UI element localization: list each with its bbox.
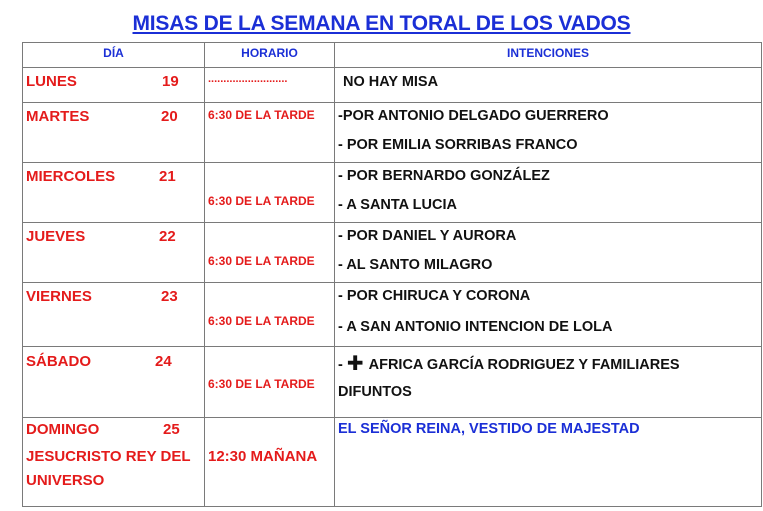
day-number: 25 (163, 421, 180, 438)
day-name: JUEVES (26, 228, 86, 245)
time-value: 12:30 MAÑANA (208, 448, 318, 465)
intention-line: - POR CHIRUCA Y CORONA (338, 288, 531, 304)
day-cell (23, 68, 205, 103)
day-cell (23, 223, 205, 283)
feast-name-line: JESUCRISTO REY DEL (26, 448, 191, 465)
day-cell (23, 103, 205, 163)
day-number: 21 (159, 168, 176, 185)
day-number: 22 (159, 228, 176, 245)
day-name: DOMINGO (26, 421, 100, 438)
time-cell (205, 283, 335, 347)
time-cell (205, 68, 335, 103)
table-row (23, 418, 762, 507)
intention-line: DIFUNTOS (338, 384, 412, 400)
cross-icon: ✚ (346, 353, 364, 375)
intentions-cell (335, 418, 762, 507)
day-number: 19 (162, 73, 179, 90)
day-name: SÁBADO (26, 353, 92, 370)
time-value: 6:30 DE LA TARDE (208, 108, 315, 122)
table-row (23, 347, 762, 418)
intention-line: - POR EMILIA SORRIBAS FRANCO (338, 137, 578, 153)
intention-line: - AL SANTO MILAGRO (338, 257, 493, 273)
intention-line: - POR DANIEL Y AURORA (338, 228, 517, 244)
intentions-cell (335, 283, 762, 347)
intention-line (338, 353, 680, 375)
day-number: 20 (161, 108, 178, 125)
day-number: 23 (161, 288, 178, 305)
intentions-cell (335, 163, 762, 223)
day-number: 24 (155, 353, 172, 370)
table-row (23, 68, 762, 103)
day-cell (23, 418, 205, 507)
intention-text: AFRICA GARCÍA RODRIGUEZ Y FAMILIARES (368, 357, 680, 373)
feast-name-line: UNIVERSO (26, 472, 105, 489)
day-name: MARTES (26, 108, 90, 125)
table-header-row (23, 43, 762, 68)
day-name: VIERNES (26, 288, 92, 305)
intentions-cell (335, 223, 762, 283)
table-row (23, 223, 762, 283)
time-value: 6:30 DE LA TARDE (208, 377, 315, 391)
time-cell (205, 223, 335, 283)
intention-dash: - (338, 357, 343, 373)
intention-line: - POR BERNARDO GONZÁLEZ (338, 168, 550, 184)
header-time: HORARIO (205, 43, 335, 68)
intention-line: -POR ANTONIO DELGADO GUERRERO (338, 108, 609, 124)
day-name: LUNES (26, 73, 77, 90)
intention-line: NO HAY MISA (343, 74, 439, 90)
intentions-cell (335, 103, 762, 163)
intentions-cell (335, 347, 762, 418)
time-cell (205, 418, 335, 507)
intention-line: - A SANTA LUCIA (338, 197, 457, 213)
intentions-cell (335, 68, 762, 103)
day-cell (23, 347, 205, 418)
table-row (23, 103, 762, 163)
time-cell (205, 103, 335, 163)
table-row (23, 163, 762, 223)
time-value: .......................... (208, 73, 288, 85)
time-cell (205, 347, 335, 418)
time-value: 6:30 DE LA TARDE (208, 314, 315, 328)
time-value: 6:30 DE LA TARDE (208, 254, 315, 268)
header-intentions: INTENCIONES (335, 43, 762, 68)
intention-line: EL SEÑOR REINA, VESTIDO DE MAJESTAD (338, 421, 640, 437)
day-cell (23, 283, 205, 347)
time-cell (205, 163, 335, 223)
day-name: MIERCOLES (26, 168, 116, 185)
intention-line: - A SAN ANTONIO INTENCION DE LOLA (338, 319, 613, 335)
day-cell (23, 163, 205, 223)
header-day: DÍA (23, 43, 205, 68)
time-value: 6:30 DE LA TARDE (208, 194, 315, 208)
table-row (23, 283, 762, 347)
mass-schedule-table (22, 42, 762, 507)
page-title: MISAS DE LA SEMANA EN TORAL DE LOS VADOS (132, 12, 631, 35)
